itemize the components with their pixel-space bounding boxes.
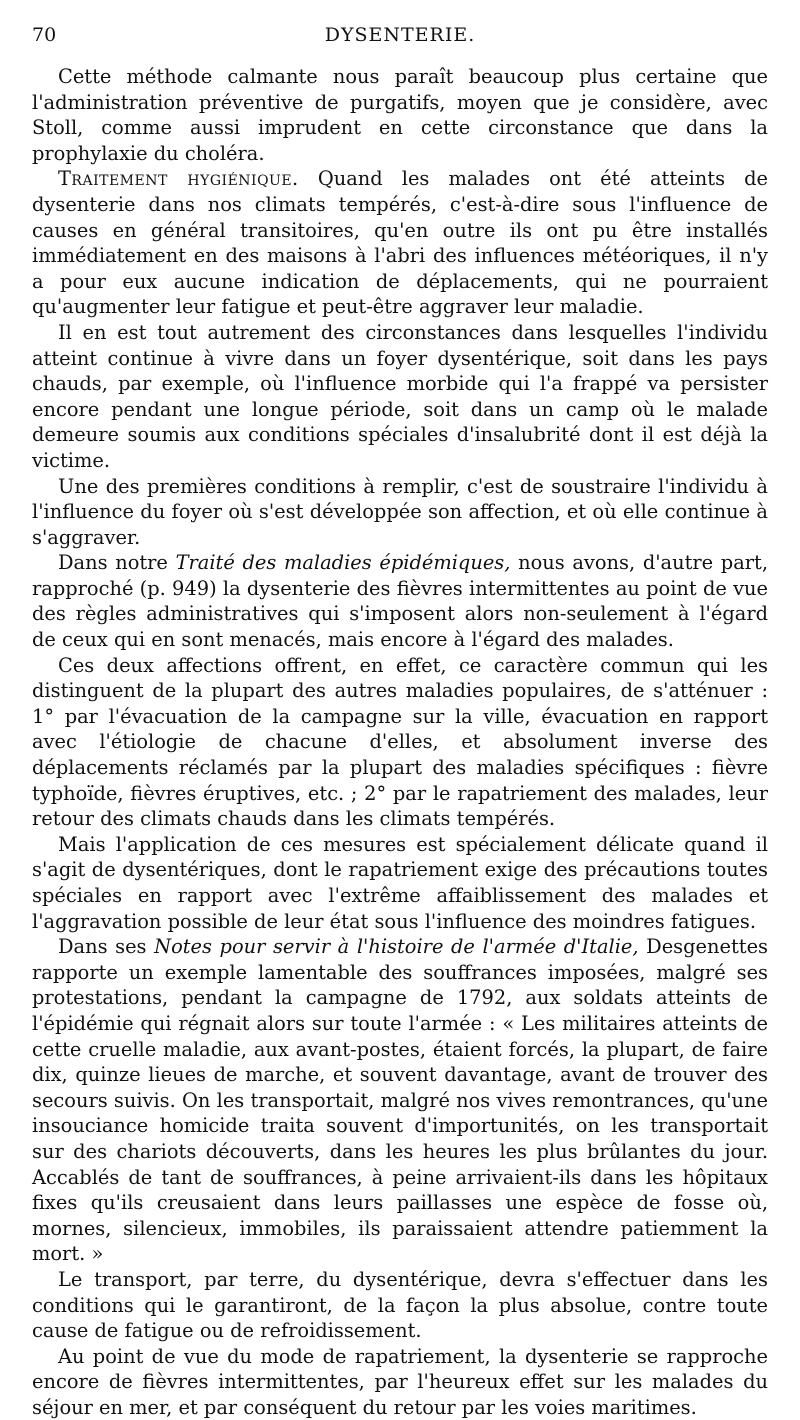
- paragraph-3: [32, 320, 768, 474]
- paragraph-text: Dans notre: [58, 551, 168, 575]
- paragraph-10: [32, 1344, 768, 1420]
- paragraph-9: [32, 1267, 768, 1344]
- book-page: [32, 24, 768, 1420]
- page-number: 70: [32, 24, 57, 46]
- paragraph-5: [32, 550, 768, 652]
- paragraph-8: [32, 934, 768, 1267]
- paragraph-text: Ces deux affections offrent, en effet, ce caractère commun qui les distinguent de la plupart des autres maladies populaires, de s'atténuer : 1° par l'évacuation de la campagne sur la ville, évacuation en rapport avec l'étiologie de chacune d'elles, et absolument inverse des déplacements réclamés par la plupart des maladies spécifiques : fièvre typhoïde, fièvres éruptives, etc. ; 2° par le rapatriement des malades, leur retour des climats chauds dans les climats tempérés.: [32, 653, 768, 831]
- paragraph-text: nous avons, d'autre part, rapproché (p. 949) la dysenterie des fièvres intermittentes au point de vue des règles administratives qui s'imposent alors non-seulement à l'égard de ceux qui en sont menacés, mais encore à l'égard des malades.: [32, 551, 769, 652]
- paragraph-7: [32, 832, 768, 934]
- paragraph-1: [32, 64, 768, 166]
- paragraph-text: Une des premières conditions à remplir, c'est de soustraire l'individu à l'influence du foyer où s'est développée son affection, et où elle continue à s'aggraver.: [32, 474, 768, 549]
- paragraph-text: Quand les malades ont été atteints de dysenterie dans nos climats tempérés, c'est-à-dire sous l'influence de causes en général transitoires, qu'en outre ils ont pu être installés immédiatement en des maisons à l'abri des influences météoriques, il n'y a pour eux aucune indication de déplacements, qui ne pourraient qu'augmenter leur fatigue et peut-être aggraver leur maladie.: [32, 167, 768, 319]
- paragraph-text: Dans ses: [58, 935, 147, 959]
- paragraph-text: Desgenettes rapporte un exemple lamentable des souffrances imposées, malgré ses protestations, pendant la campagne de 1792, aux soldats atteints de l'épidémie qui régnait alors sur toute l'armée : « Les militaires atteints de cette cruelle maladie, aux avant-postes, étaient forcés, la plupart, de faire dix, quinze lieues de marche, et souvent davantage, avant de trouver des secours suivis. On les transportait, malgré nos vives remontrances, qu'une insouciance homicide traita souvent d'importunités, on les transportait sur des chariots découverts, dans les heures les plus brûlantes du jour. Accablés de tant de souffrances, à peine arrivaient-ils dans les hôpitaux fixes qu'ils creusaient dans leurs paillasses une espèce de fosse où, mornes, silencieux, immobiles, ils paraissaient attendre patiemment la mort. »: [32, 935, 768, 1266]
- paragraph-text: Cette méthode calmante nous paraît beaucoup plus certaine que l'administration préventive de purgatifs, moyen que je considère, avec Stoll, comme aussi imprudent en cette circonstance que dans la prophylaxie du choléra.: [32, 65, 768, 165]
- paragraph-text: Il en est tout autrement des circonstances dans lesquelles l'individu atteint continue à vivre dans un foyer dysentérique, soit dans les pays chauds, par exemple, où l'influence morbide qui l'a frappé va persister encore pendant une longue période, soit dans un camp où le malade demeure soumis aux conditions spéciales d'insalubrité dont il est déjà la victime.: [32, 320, 768, 472]
- paragraph-4: [32, 474, 768, 551]
- paragraph-text: Au point de vue du mode de rapatriement, la dysenterie se rapproche encore de fièvres intermittentes, par l'heureux effet sur les malades du séjour en mer, et par conséquent du retour par les voies maritimes.: [32, 1344, 768, 1419]
- running-title: DYSENTERIE.: [324, 24, 476, 46]
- paragraph-2: [32, 166, 768, 320]
- paragraph-text: Le transport, par terre, du dysentérique, devra s'effectuer dans les conditions qui le garantiront, de la façon la plus absolue, contre toute cause de fatigue ou de refroidissement.: [32, 1267, 768, 1343]
- section-heading: Traitement hygiénique.: [58, 167, 299, 191]
- paragraph-text: Mais l'application de ces mesures est spécialement délicate quand il s'agit de dysentériques, dont le rapatriement exige des précautions toutes spéciales en rapport avec l'extrême affaiblissement des malades et l'aggravation possible de leur état sous l'influence des moindres fatigues.: [32, 832, 768, 933]
- book-title-citation: Notes pour servir à l'histoire de l'armée d'Italie,: [154, 935, 639, 959]
- book-title-citation: Traité des maladies épidémiques,: [175, 551, 511, 575]
- paragraph-6: [32, 653, 768, 832]
- page-header: [32, 24, 768, 54]
